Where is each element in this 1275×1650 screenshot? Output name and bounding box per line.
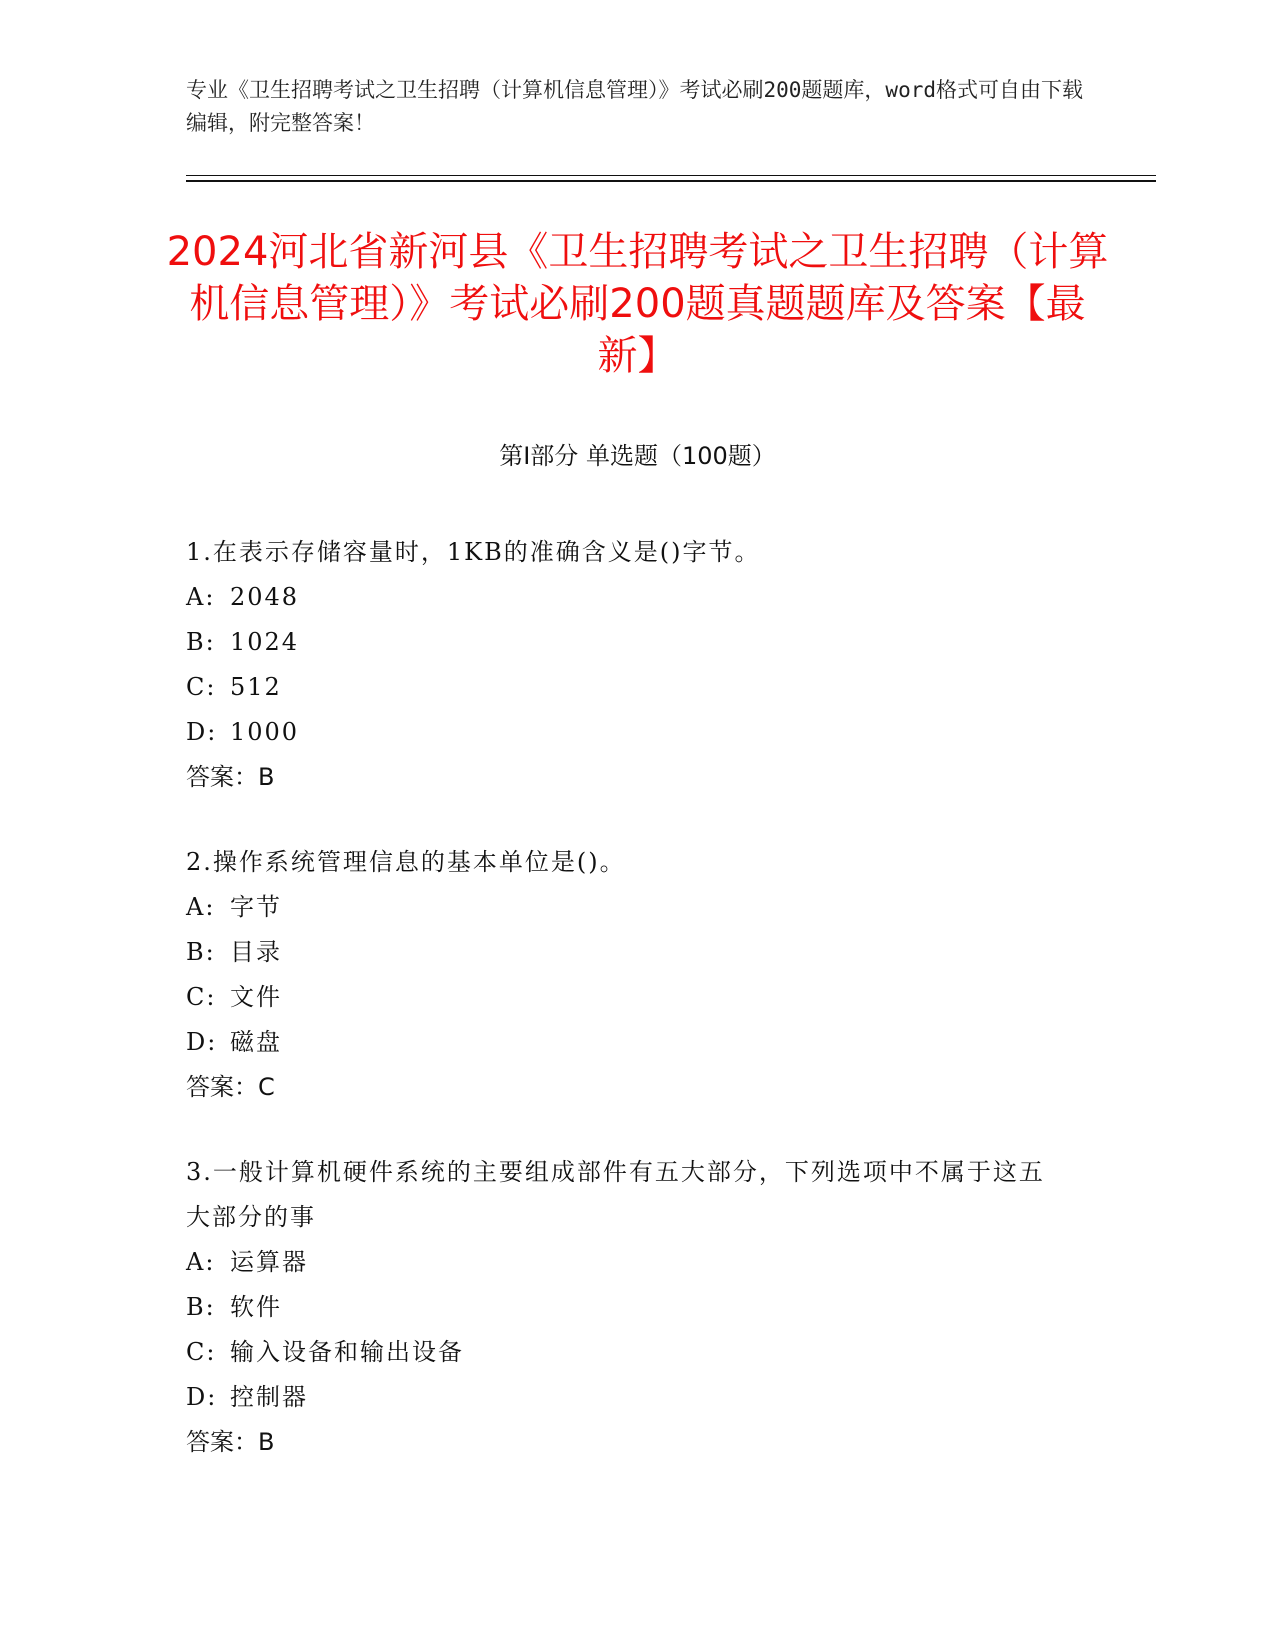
question-3: [186, 1150, 1066, 1465]
document-title: 2024河北省新河县《卫生招聘考试之卫生招聘（计算机信息管理）》考试必刷200题真题题库及答案【最新】: [166, 229, 1109, 379]
option-text: 字节: [230, 893, 282, 921]
option-text: 输入设备和输出设备: [230, 1338, 464, 1366]
option-d: [186, 710, 1066, 755]
header-divider-thick: [186, 180, 1156, 182]
option-key: B:: [186, 938, 216, 966]
option-key: D:: [186, 718, 218, 746]
option-text: 磁盘: [230, 1028, 282, 1056]
option-key: B:: [186, 628, 216, 656]
option-a: [186, 885, 1066, 930]
option-text: 控制器: [230, 1383, 308, 1411]
answer: 答案：C: [186, 1073, 275, 1101]
option-text: 文件: [230, 983, 282, 1011]
question-stem: 2.操作系统管理信息的基本单位是()。: [186, 848, 626, 876]
option-key: A:: [186, 1248, 216, 1276]
answer: 答案：B: [186, 763, 275, 791]
option-d: [186, 1375, 1066, 1420]
option-a: [186, 1240, 1066, 1285]
option-b: [186, 620, 1066, 665]
option-d: [186, 1020, 1066, 1065]
option-key: C:: [186, 1338, 217, 1366]
option-text: 软件: [230, 1293, 282, 1321]
question-list: [186, 530, 1066, 1505]
option-a: [186, 575, 1066, 620]
option-key: D:: [186, 1028, 218, 1056]
question-stem: 1.在表示存储容量时，1KB的准确含义是()字节。: [186, 538, 761, 566]
option-key: C:: [186, 983, 217, 1011]
section-heading: 第I部分 单选题（100题）: [499, 442, 776, 470]
option-b: [186, 1285, 1066, 1330]
option-text: 运算器: [230, 1248, 308, 1276]
option-key: A:: [186, 583, 216, 611]
option-text: 2048: [230, 583, 300, 611]
header-divider-thin: [186, 175, 1156, 176]
option-key: C:: [186, 673, 217, 701]
option-c: [186, 1330, 1066, 1375]
question-stem: 3.一般计算机硬件系统的主要组成部件有五大部分，下列选项中不属于这五大部分的事: [186, 1158, 1045, 1231]
option-b: [186, 930, 1066, 975]
option-text: 1024: [230, 628, 300, 656]
option-key: D:: [186, 1383, 218, 1411]
header-note: 专业《卫生招聘考试之卫生招聘（计算机信息管理）》考试必刷200题题库，word格式可自由下载编辑，附完整答案！: [186, 78, 1083, 135]
option-text: 1000: [230, 718, 300, 746]
answer: 答案：B: [186, 1428, 275, 1456]
option-text: 目录: [230, 938, 282, 966]
question-2: [186, 840, 1066, 1110]
question-1: [186, 530, 1066, 800]
option-c: [186, 975, 1066, 1020]
option-text: 512: [230, 673, 282, 701]
option-c: [186, 665, 1066, 710]
option-key: B:: [186, 1293, 216, 1321]
option-key: A:: [186, 893, 216, 921]
